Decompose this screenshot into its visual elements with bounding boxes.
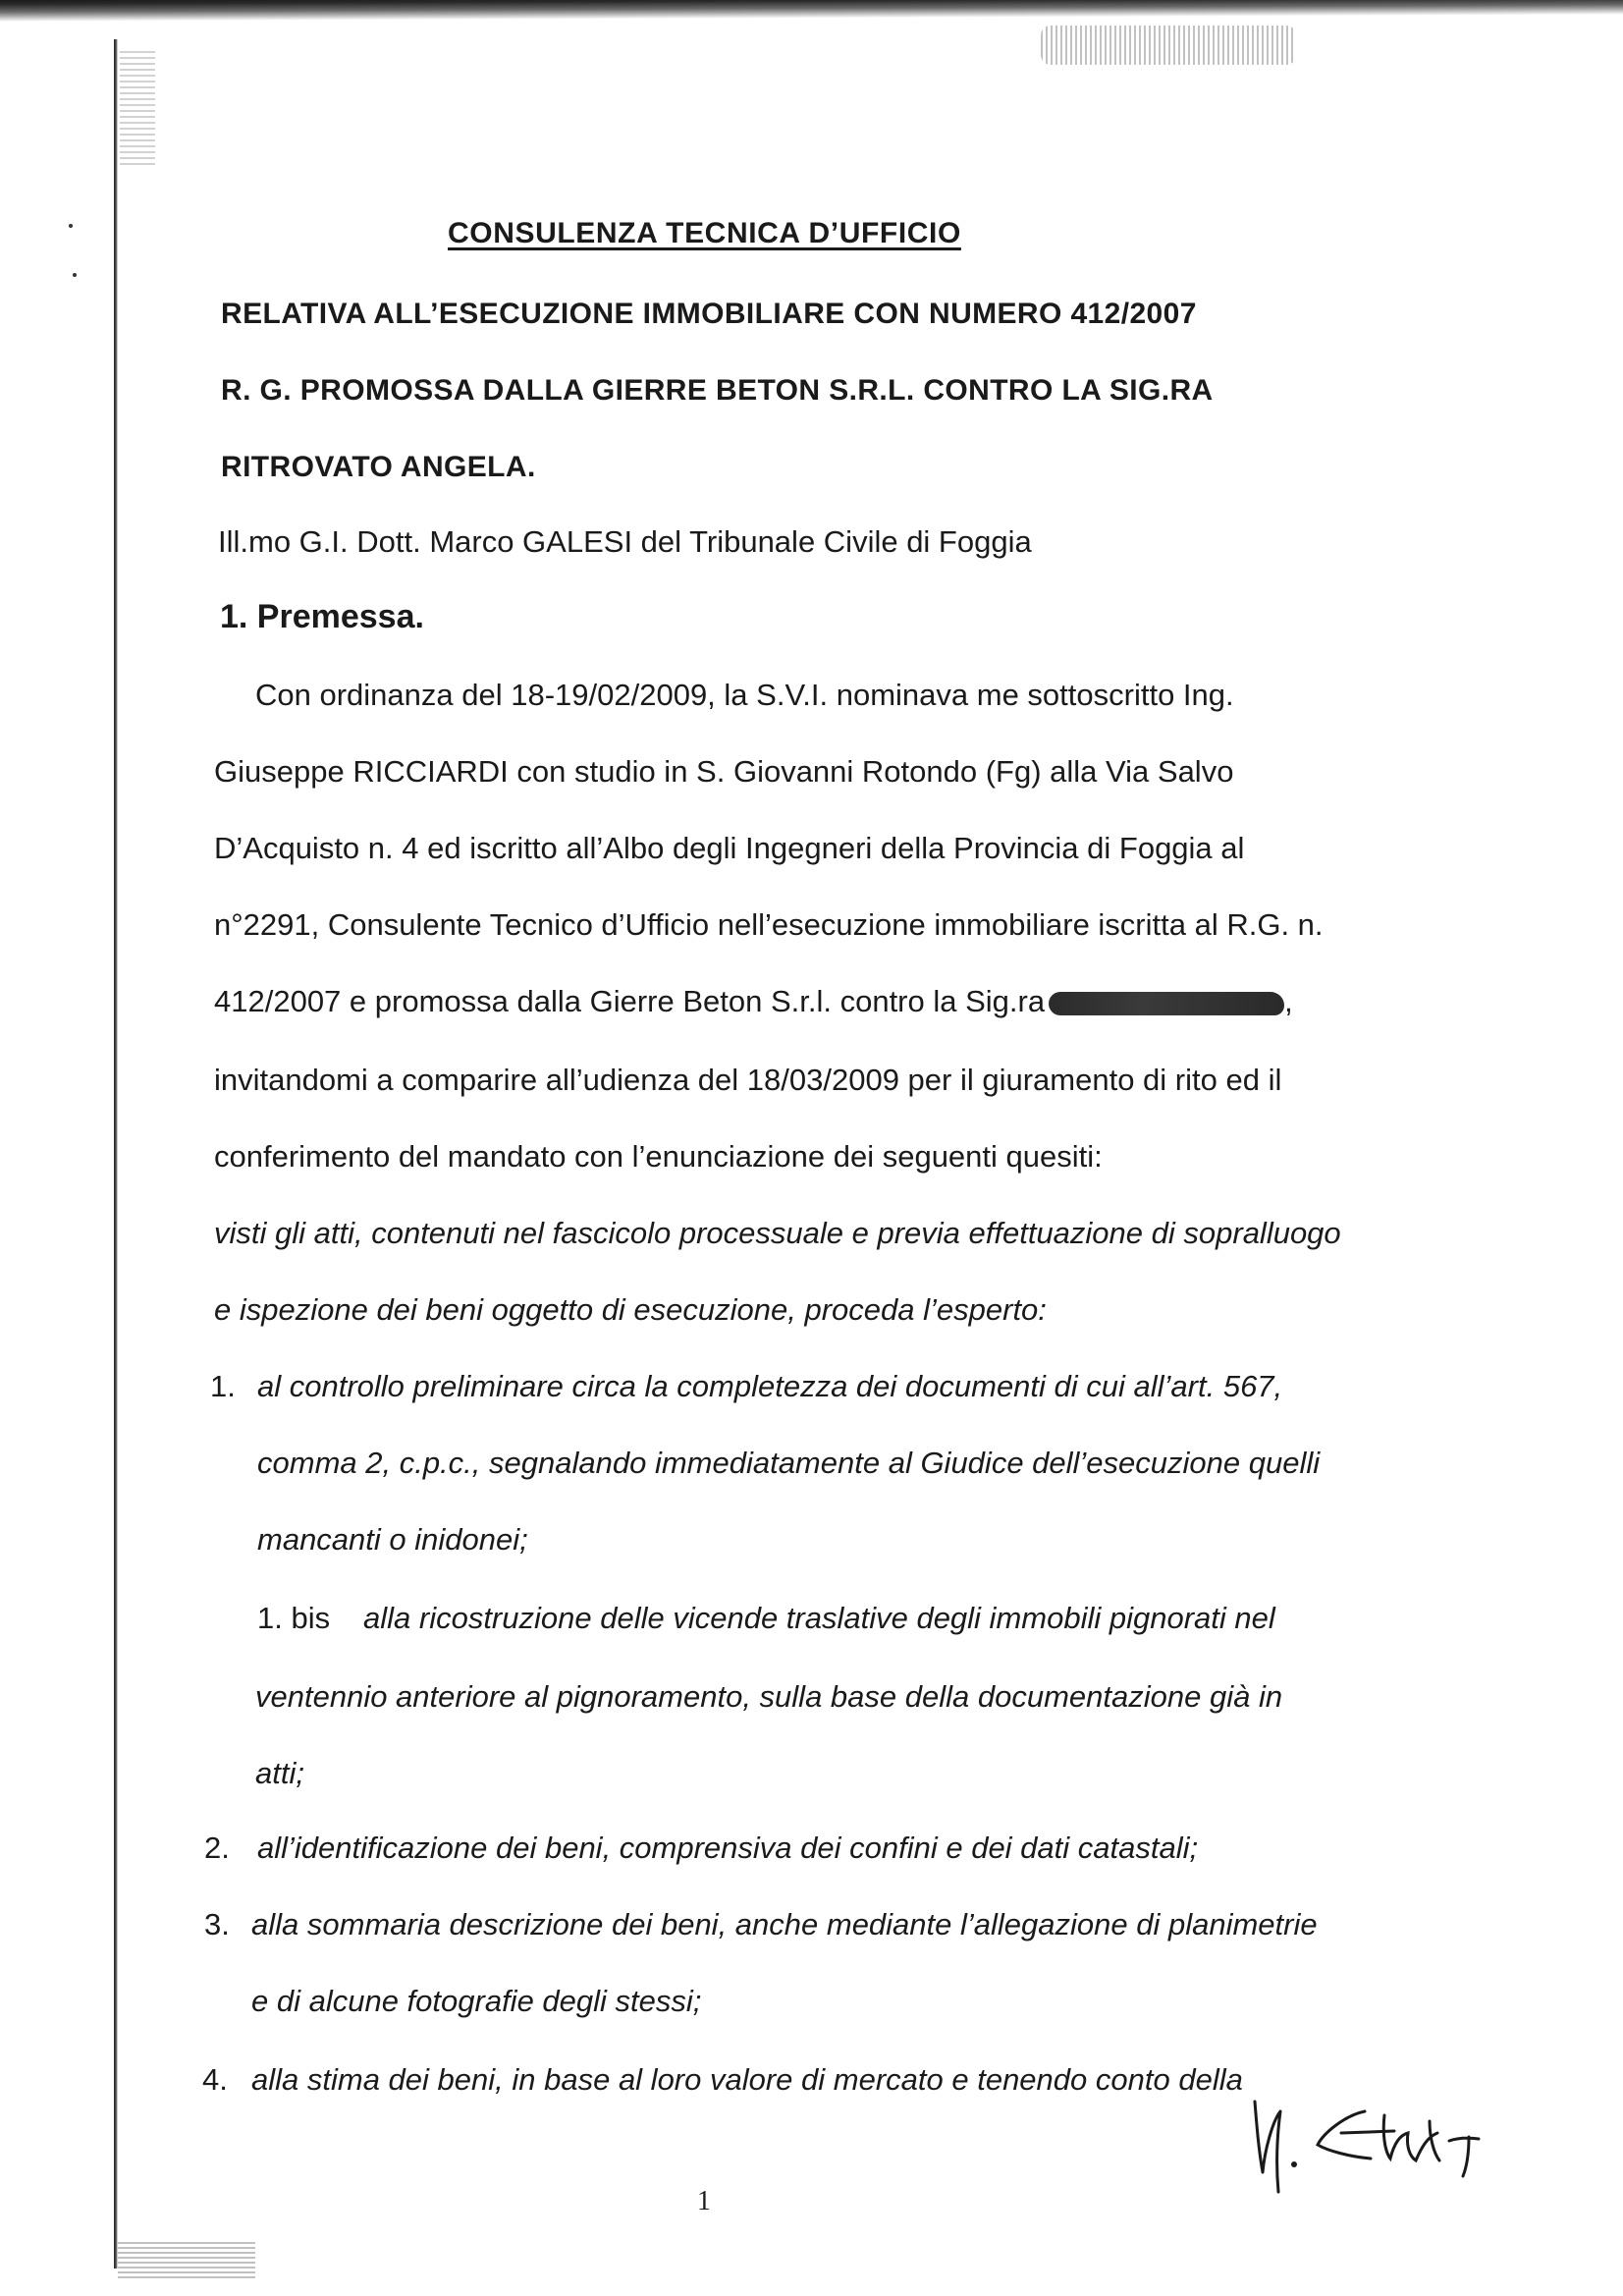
item-line: al controllo preliminare circa la completezza dei documenti di cui all’art. 567, bbox=[257, 1369, 1283, 1403]
redaction-mark bbox=[1049, 992, 1284, 1015]
intro-italic-line: visti gli atti, contenuti nel fascicolo processuale e previa effettuazione di sopralluogo bbox=[214, 1216, 1341, 1250]
item-number: 4. bbox=[202, 2062, 228, 2097]
section-heading: 1. Premessa. bbox=[220, 598, 424, 635]
item-number: 2. bbox=[204, 1831, 230, 1865]
body-line: invitandomi a comparire all’udienza del 18/03/2009 per il giuramento di rito ed il bbox=[214, 1063, 1282, 1097]
item-number: 3. bbox=[204, 1907, 230, 1941]
subtitle-line: RELATIVA ALL’ESECUZIONE IMMOBILIARE CON NUMERO 412/2007 bbox=[221, 298, 1197, 330]
item-line: comma 2, c.p.c., segnalando immediatamente al Giudice dell’esecuzione quelli bbox=[257, 1446, 1321, 1480]
body-line: n°2291, Consulente Tecnico d’Ufficio nell’esecuzione immobiliare iscritta al R.G. n. bbox=[214, 907, 1324, 942]
item-line: mancanti o inidonei; bbox=[257, 1522, 528, 1557]
handwritten-signature bbox=[1247, 2082, 1502, 2210]
addressee: Ill.mo G.I. Dott. Marco GALESI del Tribunale Civile di Foggia bbox=[218, 524, 1032, 559]
item-number: 1. bbox=[210, 1369, 236, 1403]
body-line: Con ordinanza del 18-19/02/2009, la S.V.I. nominava me sottoscritto Ing. bbox=[255, 678, 1234, 712]
item-number: 1. bis bbox=[257, 1601, 331, 1635]
page-number: 1 bbox=[697, 2186, 711, 2216]
item-line: atti; bbox=[255, 1756, 304, 1790]
body-line: 412/2007 e promossa dalla Gierre Beton S.r.l. contro la Sig.ra bbox=[214, 984, 1046, 1018]
body-line: Giuseppe RICCIARDI con studio in S. Giovanni Rotondo (Fg) alla Via Salvo bbox=[214, 754, 1234, 789]
body-line: conferimento del mandato con l’enunciazione dei seguenti quesiti: bbox=[214, 1139, 1103, 1174]
item-line: alla sommaria descrizione dei beni, anche mediante l’allegazione di planimetrie bbox=[251, 1907, 1318, 1941]
document-title: CONSULENZA TECNICA D’UFFICIO bbox=[448, 217, 961, 249]
intro-italic-line: e ispezione dei beni oggetto di esecuzione, proceda l’esperto: bbox=[214, 1292, 1047, 1327]
body-line: D’Acquisto n. 4 ed iscritto all’Albo degli Ingegneri della Provincia di Foggia al bbox=[214, 831, 1245, 865]
subtitle-line: R. G. PROMOSSA DALLA GIERRE BETON S.R.L. CONTRO LA SIG.RA bbox=[221, 374, 1214, 407]
subtitle-line: RITROVATO ANGELA. bbox=[221, 451, 536, 483]
item-line: alla ricostruzione delle vicende traslative degli immobili pignorati nel bbox=[363, 1601, 1275, 1635]
item-line: alla stima dei beni, in base al loro valore di mercato e tenendo conto della bbox=[251, 2062, 1243, 2097]
item-line: all’identificazione dei beni, comprensiva dei confini e dei dati catastali; bbox=[257, 1831, 1199, 1865]
item-line: e di alcune fotografie degli stessi; bbox=[251, 1984, 702, 2018]
item-line: ventennio anteriore al pignoramento, sulla base della documentazione già in bbox=[255, 1679, 1283, 1714]
body-line-redacted: 412/2007 e promossa dalla Gierre Beton S.r.l. contro la Sig.ra , bbox=[214, 984, 1293, 1018]
